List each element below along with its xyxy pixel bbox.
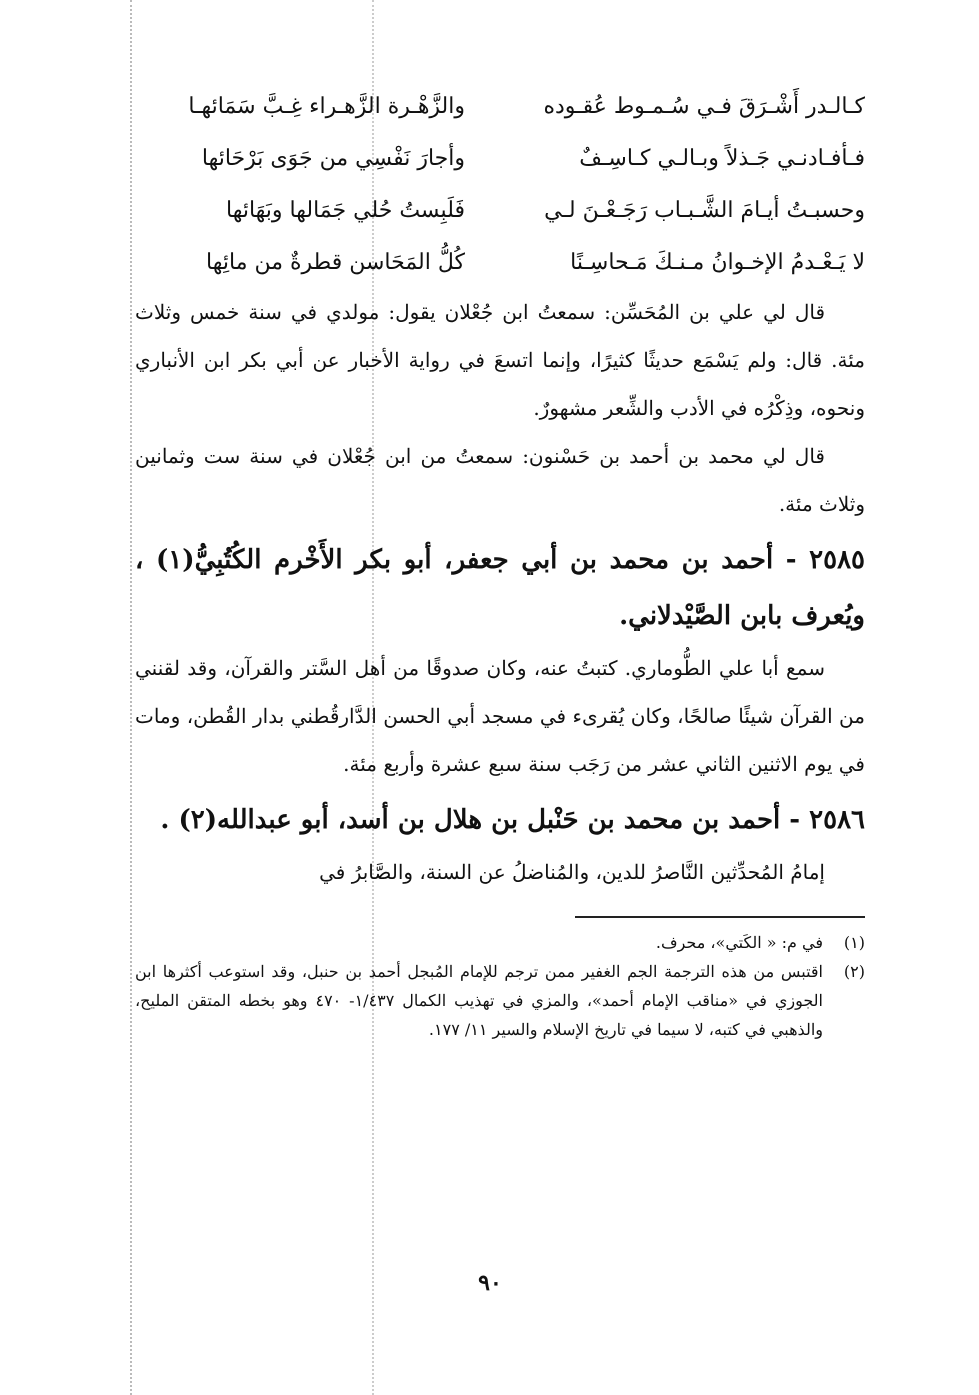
entry-body: إمامُ المُحدِّثين النَّاصرُ للدين، والمُناضلُ عن السنة، والصَّابرُ في	[319, 860, 825, 884]
footnote-text: في م: « الكَتي»، محرف.	[655, 933, 823, 952]
poem	[135, 80, 865, 288]
paragraph: قال لي علي بن المُحَسِّن: سمعتُ ابن جُعْلان يقول: مولدي في سنة خمس وثلاث مئة. قال: ولم يَسْمَع حديثًا كثيرًا، وإنما اتسعَ في رواية الأخبار عن أبي بكر ابن الأنباري ونحوه، وذِكْرُه في الأدب والشِّعر مشهورٌ.	[135, 300, 865, 420]
footnote-separator	[575, 916, 865, 918]
poem-verse	[135, 184, 865, 236]
poem-verse	[135, 236, 865, 288]
footnote-number: (٢)	[843, 962, 865, 981]
verse-second-hemistich: فَلَبِستُ حُلي جَمَالها وبَهَائها	[226, 197, 465, 223]
verse-second-hemistich: كُلُّ المَحَاسن قطرةٌ من مائِها	[206, 249, 465, 275]
footnote	[135, 957, 865, 1044]
verse-first-hemistich: كـالـدر أَشْـرَقَ فـي سُـمـوط عُقـوده	[543, 93, 865, 119]
verse-first-hemistich: وحسبـتُ أيـامَ الشَّـبـاب رَجَـعْـنَ لـي	[544, 197, 865, 223]
poem-verse	[135, 80, 865, 132]
book-page	[135, 80, 865, 1044]
page-number: ٩٠	[478, 1270, 502, 1296]
entry-heading: ٢٥٨٦ - أحمد بن محمد بن حَنْبل بن هلال بن أسد، أبو عبدالله(٢) .	[160, 805, 865, 835]
verse-second-hemistich: وأجارَ نَفْسِي من جَوَى بَرْحَائها	[201, 145, 465, 171]
verse-first-hemistich: لا يَـعْـدمُ الإخـوانُ مـنـكَ مَـحاسِـنًا	[570, 249, 865, 275]
footnote-number: (١)	[843, 933, 865, 952]
verse-first-hemistich: فـأفـادنـي جَـذلاً وبـالـي كـاسِـفٌ	[579, 145, 865, 171]
poem-verse	[135, 132, 865, 184]
paragraph: قال لي محمد بن أحمد بن حَسْنون: سمعتُ من ابن جُعْلان في سنة ست وثمانين وثلاث مئة.	[135, 444, 865, 516]
footnote-text: اقتبس من هذه الترجمة الجم الغفير ممن ترجم للإمام المُبجل أحمد بن حنبل، وقد استوعب أكثرها ابن الجوزي في «مناقب الإمام أحمد»، والمزي في تهذيب الكمال ١/٤٣٧- ٤٧٠ وهو بخطه المتقن المليح، والذهبي في كتبه، لا سيما في تاريخ الإسلام والسير ١١/ ١٧٧.	[135, 962, 823, 1039]
verse-second-hemistich: والزَّهْـرة الزَّهـراء غِـبَّ سَمَائهـا	[188, 93, 465, 119]
entry-body: سمع أبا علي الطُّوماري. كتبتُ عنه، وكان صدوقًا من أهل السَّتر والقرآن، وقد لقنني من القرآن شيئًا صالحًا، وكان يُقرىء في مسجد أبي الحسن الدَّارقُطني بدار القُطن، ومات في يوم الاثنين الثاني عشر من رَجَب سنة سبع عشرة وأربع مئة.	[135, 656, 865, 776]
entry-heading: ٢٥٨٥ - أحمد بن محمد بن أبي جعفر، أبو بكر الأَخْرم الكُتُبِيُّ(١) ، ويُعرف بابن الصَّيْدلاني.	[135, 545, 866, 631]
footnote	[135, 928, 865, 957]
scan-artifact-left	[130, 0, 132, 1395]
